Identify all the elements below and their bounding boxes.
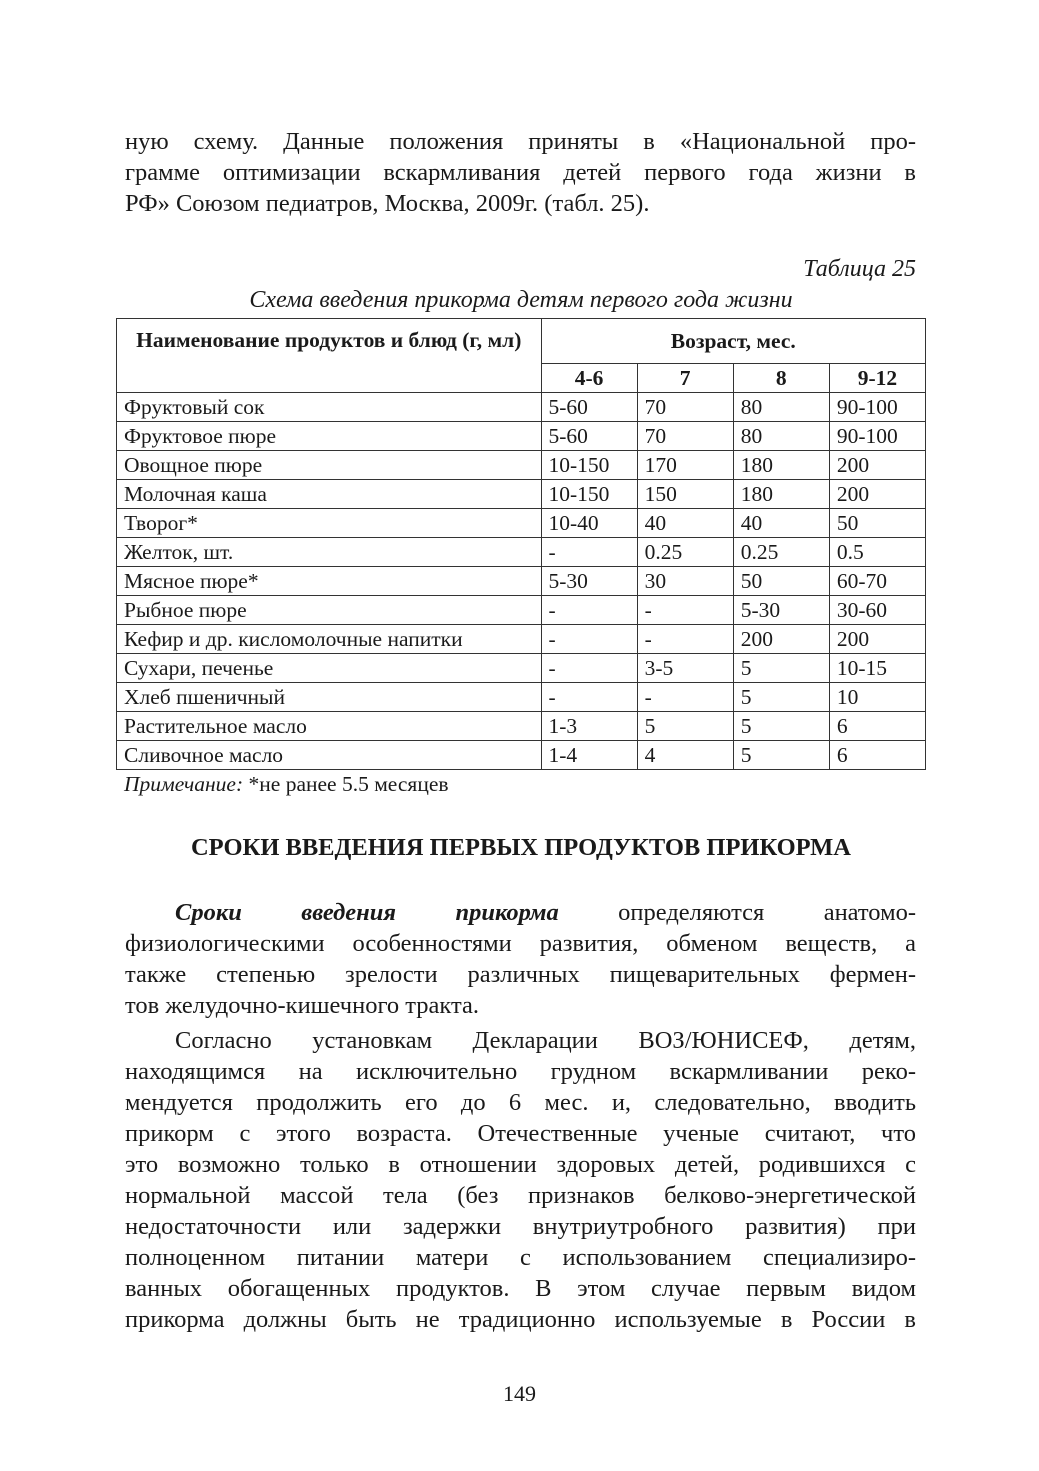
amount-cell: 6 — [829, 712, 925, 741]
table-caption: Схема введения прикорма детям первого года жизни — [249, 287, 793, 313]
product-name-cell: Сухари, печенье — [117, 654, 542, 683]
amount-cell: - — [541, 654, 637, 683]
text-line: находящимся на исключительно грудном вскармливании реко- — [125, 1058, 916, 1085]
table-row — [117, 538, 926, 567]
amount-cell: 5 — [733, 683, 829, 712]
table-row — [117, 393, 926, 422]
product-name-cell: Фруктовый сок — [117, 393, 542, 422]
amount-cell: 80 — [733, 422, 829, 451]
text-line: также степенью зрелости различных пищеварительных фермен- — [125, 961, 916, 988]
amount-cell: 1-3 — [541, 712, 637, 741]
text-line: ную схему. Данные положения приняты в «Национальной про- — [125, 128, 916, 155]
amount-cell: 70 — [637, 393, 733, 422]
amount-cell: 90-100 — [829, 422, 925, 451]
text-line: тов желудочно-кишечного тракта. — [125, 992, 480, 1019]
age-column-header: 4-6 — [541, 364, 637, 393]
text-line: нормальной массой тела (без признаков белково-энергетической — [125, 1182, 916, 1209]
amount-cell: 50 — [829, 509, 925, 538]
amount-cell: 170 — [637, 451, 733, 480]
note-text: *не ранее 5.5 месяцев — [243, 772, 449, 796]
note-label: Примечание: — [124, 772, 244, 796]
amount-cell: 5-30 — [733, 596, 829, 625]
amount-cell: 180 — [733, 451, 829, 480]
product-name-cell: Желток, шт. — [117, 538, 542, 567]
table-row — [117, 596, 926, 625]
amount-cell: 10-15 — [829, 654, 925, 683]
age-header: Возраст, мес. — [541, 319, 925, 364]
text-line: полноценном питании матери с использованием специализиро- — [125, 1244, 916, 1271]
text-line: недостаточности или задержки внутриутробного развития) при — [125, 1213, 916, 1240]
amount-cell: - — [541, 596, 637, 625]
amount-cell: 10-150 — [541, 480, 637, 509]
amount-cell: 90-100 — [829, 393, 925, 422]
amount-cell: - — [541, 683, 637, 712]
text-line: прикорма должны быть не традиционно используемые в России в — [125, 1306, 916, 1333]
amount-cell: 30 — [637, 567, 733, 596]
text-line: это возможно только в отношении здоровых детей, родившихся с — [125, 1151, 916, 1178]
text-line: грамме оптимизации вскармливания детей первого года жизни в — [125, 159, 916, 186]
text-line — [125, 897, 916, 928]
age-column-header: 9-12 — [829, 364, 925, 393]
table-body — [117, 393, 926, 770]
age-column-header: 8 — [733, 364, 829, 393]
table-row — [117, 480, 926, 509]
table-row — [117, 451, 926, 480]
amount-cell: - — [637, 683, 733, 712]
amount-cell: 200 — [829, 625, 925, 654]
age-column-header: 7 — [637, 364, 733, 393]
amount-cell: 0.25 — [733, 538, 829, 567]
text-line: мендуется продолжить его до 6 мес. и, следовательно, вводить — [125, 1089, 916, 1116]
product-name-cell: Растительное масло — [117, 712, 542, 741]
table-row — [117, 625, 926, 654]
amount-cell: 0.25 — [637, 538, 733, 567]
amount-cell: 200 — [829, 480, 925, 509]
amount-cell: 150 — [637, 480, 733, 509]
amount-cell: 5 — [637, 712, 733, 741]
product-name-cell: Овощное пюре — [117, 451, 542, 480]
intro-paragraph — [125, 126, 916, 219]
amount-cell: 6 — [829, 741, 925, 770]
table-row — [117, 422, 926, 451]
amount-cell: 1-4 — [541, 741, 637, 770]
amount-cell: 40 — [637, 509, 733, 538]
product-name-cell: Хлеб пшеничный — [117, 683, 542, 712]
product-name-cell: Кефир и др. кисломолочные напитки — [117, 625, 542, 654]
product-name-cell: Рыбное пюре — [117, 596, 542, 625]
lead-rest: определяются анатомо- — [558, 899, 917, 926]
paragraph-timing — [125, 897, 916, 1021]
amount-cell: 200 — [829, 451, 925, 480]
amount-cell: - — [541, 625, 637, 654]
product-name-header: Наименование продуктов и блюд (г, мл) — [117, 319, 542, 393]
amount-cell: 60-70 — [829, 567, 925, 596]
text-line: ванных обогащенных продуктов. В этом случае первым видом — [125, 1275, 916, 1302]
text-line: прикорм с этого возраста. Отечественные ученые считают, что — [125, 1120, 916, 1147]
table-row — [117, 509, 926, 538]
amount-cell: 10 — [829, 683, 925, 712]
amount-cell: 70 — [637, 422, 733, 451]
lead-term: Сроки введения прикорма — [175, 899, 559, 926]
amount-cell: 5 — [733, 741, 829, 770]
paragraph-who-unicef — [125, 1025, 916, 1335]
product-name-cell: Молочная каша — [117, 480, 542, 509]
amount-cell: 10-40 — [541, 509, 637, 538]
table-row — [117, 741, 926, 770]
text-line: РФ» Союзом педиатров, Москва, 2009г. (табл. 25). — [125, 190, 650, 217]
amount-cell: 5 — [733, 654, 829, 683]
amount-cell: 5 — [733, 712, 829, 741]
table-row — [117, 683, 926, 712]
product-name-cell: Творог* — [117, 509, 542, 538]
amount-cell: - — [637, 596, 733, 625]
amount-cell: 4 — [637, 741, 733, 770]
amount-cell: 200 — [733, 625, 829, 654]
product-name-cell: Сливочное масло — [117, 741, 542, 770]
text-line: физиологическими особенностями развития, обменом веществ, а — [125, 930, 916, 957]
product-name-cell: Фруктовое пюре — [117, 422, 542, 451]
amount-cell: 5-30 — [541, 567, 637, 596]
amount-cell: 3-5 — [637, 654, 733, 683]
table-row — [117, 712, 926, 741]
amount-cell: - — [637, 625, 733, 654]
amount-cell: - — [541, 538, 637, 567]
amount-cell: 0.5 — [829, 538, 925, 567]
amount-cell: 10-150 — [541, 451, 637, 480]
amount-cell: 40 — [733, 509, 829, 538]
product-name-cell: Мясное пюре* — [117, 567, 542, 596]
table-number: Таблица 25 — [803, 256, 916, 282]
page-number: 149 — [503, 1381, 536, 1406]
amount-cell: 5-60 — [541, 393, 637, 422]
amount-cell: 50 — [733, 567, 829, 596]
table-row — [117, 654, 926, 683]
table-row — [117, 567, 926, 596]
feeding-schedule-table — [116, 318, 926, 770]
section-heading: СРОКИ ВВЕДЕНИЯ ПЕРВЫХ ПРОДУКТОВ ПРИКОРМА — [190, 834, 852, 861]
table-note — [124, 772, 449, 797]
amount-cell: 30-60 — [829, 596, 925, 625]
amount-cell: 180 — [733, 480, 829, 509]
amount-cell: 80 — [733, 393, 829, 422]
text-line: Согласно установкам Декларации ВОЗ/ЮНИСЕФ, детям, — [175, 1027, 916, 1054]
amount-cell: 5-60 — [541, 422, 637, 451]
